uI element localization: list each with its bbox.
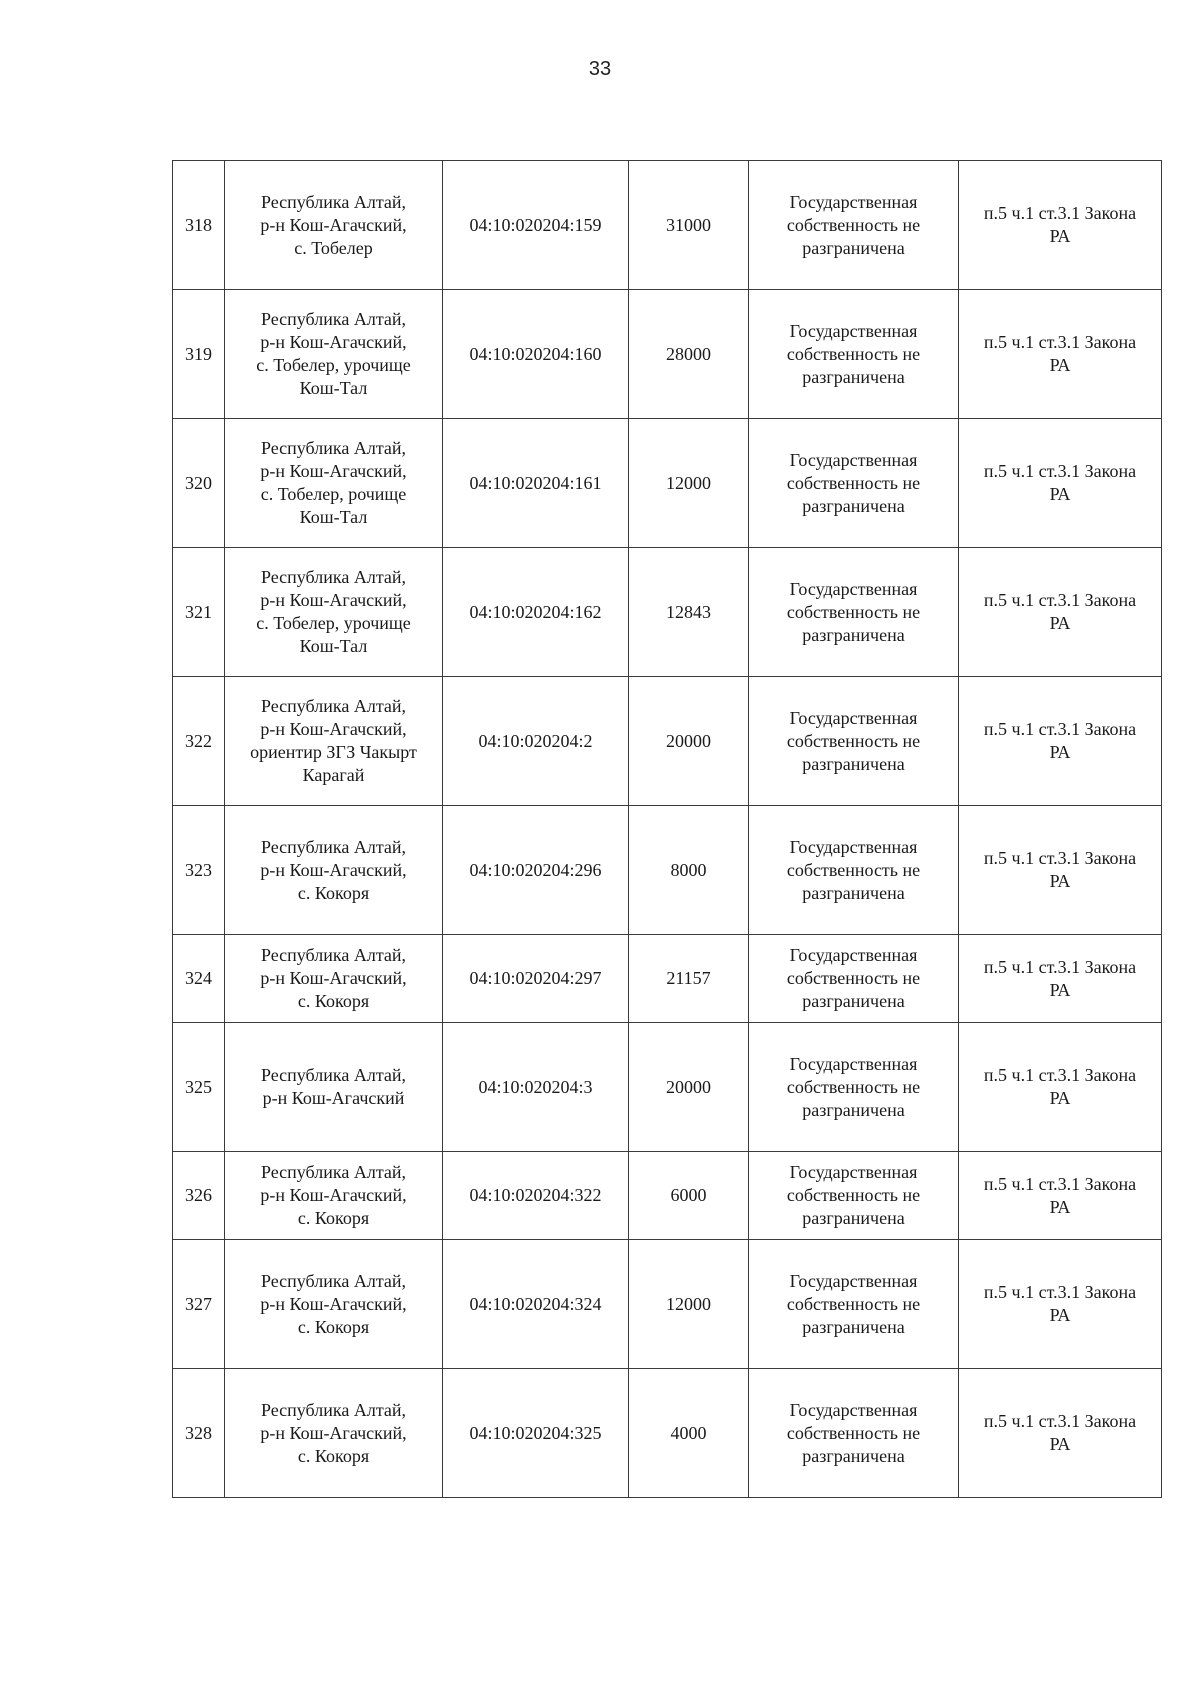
address-cell: Республика Алтай, р-н Кош-Агачский, с. Кокоря — [225, 1152, 443, 1240]
legal-basis-cell: п.5 ч.1 ст.3.1 Закона РА — [959, 806, 1162, 935]
table-row — [173, 1369, 1162, 1498]
cadastral-number-cell: 04:10:020204:325 — [443, 1369, 629, 1498]
address-cell: Республика Алтай, р-н Кош-Агачский, ориентир ЗГЗ Чакырт Карагай — [225, 677, 443, 806]
page-number: 33 — [588, 58, 612, 80]
table-row — [173, 1023, 1162, 1152]
ownership-cell: Государственная собственность не разграничена — [749, 677, 959, 806]
area-cell: 28000 — [629, 290, 749, 419]
cadastral-number-cell: 04:10:020204:161 — [443, 419, 629, 548]
area-cell: 12000 — [629, 419, 749, 548]
cadastral-number-cell: 04:10:020204:322 — [443, 1152, 629, 1240]
area-cell: 31000 — [629, 161, 749, 290]
table-row — [173, 290, 1162, 419]
address-cell: Республика Алтай, р-н Кош-Агачский, с. Тобелер, урочище Кош-Тал — [225, 290, 443, 419]
area-cell: 21157 — [629, 935, 749, 1023]
cadastral-number-cell: 04:10:020204:159 — [443, 161, 629, 290]
area-cell: 20000 — [629, 677, 749, 806]
table-row — [173, 161, 1162, 290]
cadastral-number-cell: 04:10:020204:3 — [443, 1023, 629, 1152]
ownership-cell: Государственная собственность не разграничена — [749, 548, 959, 677]
ownership-cell: Государственная собственность не разграничена — [749, 1023, 959, 1152]
cadastral-number-cell: 04:10:020204:2 — [443, 677, 629, 806]
cadastral-number-cell: 04:10:020204:296 — [443, 806, 629, 935]
ownership-cell: Государственная собственность не разграничена — [749, 419, 959, 548]
legal-basis-cell: п.5 ч.1 ст.3.1 Закона РА — [959, 935, 1162, 1023]
row-number-cell: 327 — [173, 1240, 225, 1369]
ownership-cell: Государственная собственность не разграничена — [749, 806, 959, 935]
ownership-cell: Государственная собственность не разграничена — [749, 1152, 959, 1240]
land-plots-table — [172, 160, 1162, 1498]
address-cell: Республика Алтай, р-н Кош-Агачский, с. Кокоря — [225, 806, 443, 935]
table-row — [173, 806, 1162, 935]
legal-basis-cell: п.5 ч.1 ст.3.1 Закона РА — [959, 677, 1162, 806]
row-number-cell: 325 — [173, 1023, 225, 1152]
address-cell: Республика Алтай, р-н Кош-Агачский, с. Тобелер, урочище Кош-Тал — [225, 548, 443, 677]
area-cell: 12000 — [629, 1240, 749, 1369]
legal-basis-cell: п.5 ч.1 ст.3.1 Закона РА — [959, 548, 1162, 677]
table-row — [173, 677, 1162, 806]
legal-basis-cell: п.5 ч.1 ст.3.1 Закона РА — [959, 1023, 1162, 1152]
legal-basis-cell: п.5 ч.1 ст.3.1 Закона РА — [959, 1240, 1162, 1369]
ownership-cell: Государственная собственность не разграничена — [749, 935, 959, 1023]
address-cell: Республика Алтай, р-н Кош-Агачский — [225, 1023, 443, 1152]
ownership-cell: Государственная собственность не разграничена — [749, 290, 959, 419]
cadastral-number-cell: 04:10:020204:160 — [443, 290, 629, 419]
address-cell: Республика Алтай, р-н Кош-Агачский, с. Кокоря — [225, 1369, 443, 1498]
legal-basis-cell: п.5 ч.1 ст.3.1 Закона РА — [959, 419, 1162, 548]
row-number-cell: 322 — [173, 677, 225, 806]
cadastral-number-cell: 04:10:020204:162 — [443, 548, 629, 677]
ownership-cell: Государственная собственность не разграничена — [749, 1369, 959, 1498]
legal-basis-cell: п.5 ч.1 ст.3.1 Закона РА — [959, 161, 1162, 290]
row-number-cell: 321 — [173, 548, 225, 677]
area-cell: 12843 — [629, 548, 749, 677]
cadastral-number-cell: 04:10:020204:324 — [443, 1240, 629, 1369]
row-number-cell: 326 — [173, 1152, 225, 1240]
address-cell: Республика Алтай, р-н Кош-Агачский, с. Тобелер, рочище Кош-Тал — [225, 419, 443, 548]
ownership-cell: Государственная собственность не разграничена — [749, 161, 959, 290]
legal-basis-cell: п.5 ч.1 ст.3.1 Закона РА — [959, 1369, 1162, 1498]
table-row — [173, 419, 1162, 548]
area-cell: 4000 — [629, 1369, 749, 1498]
area-cell: 8000 — [629, 806, 749, 935]
cadastral-number-cell: 04:10:020204:297 — [443, 935, 629, 1023]
table-row — [173, 1152, 1162, 1240]
row-number-cell: 319 — [173, 290, 225, 419]
address-cell: Республика Алтай, р-н Кош-Агачский, с. Кокоря — [225, 1240, 443, 1369]
row-number-cell: 320 — [173, 419, 225, 548]
row-number-cell: 328 — [173, 1369, 225, 1498]
address-cell: Республика Алтай, р-н Кош-Агачский, с. Тобелер — [225, 161, 443, 290]
area-cell: 20000 — [629, 1023, 749, 1152]
row-number-cell: 324 — [173, 935, 225, 1023]
legal-basis-cell: п.5 ч.1 ст.3.1 Закона РА — [959, 1152, 1162, 1240]
row-number-cell: 318 — [173, 161, 225, 290]
table-row — [173, 548, 1162, 677]
area-cell: 6000 — [629, 1152, 749, 1240]
ownership-cell: Государственная собственность не разграничена — [749, 1240, 959, 1369]
table-row — [173, 1240, 1162, 1369]
table-row — [173, 935, 1162, 1023]
address-cell: Республика Алтай, р-н Кош-Агачский, с. Кокоря — [225, 935, 443, 1023]
legal-basis-cell: п.5 ч.1 ст.3.1 Закона РА — [959, 290, 1162, 419]
row-number-cell: 323 — [173, 806, 225, 935]
